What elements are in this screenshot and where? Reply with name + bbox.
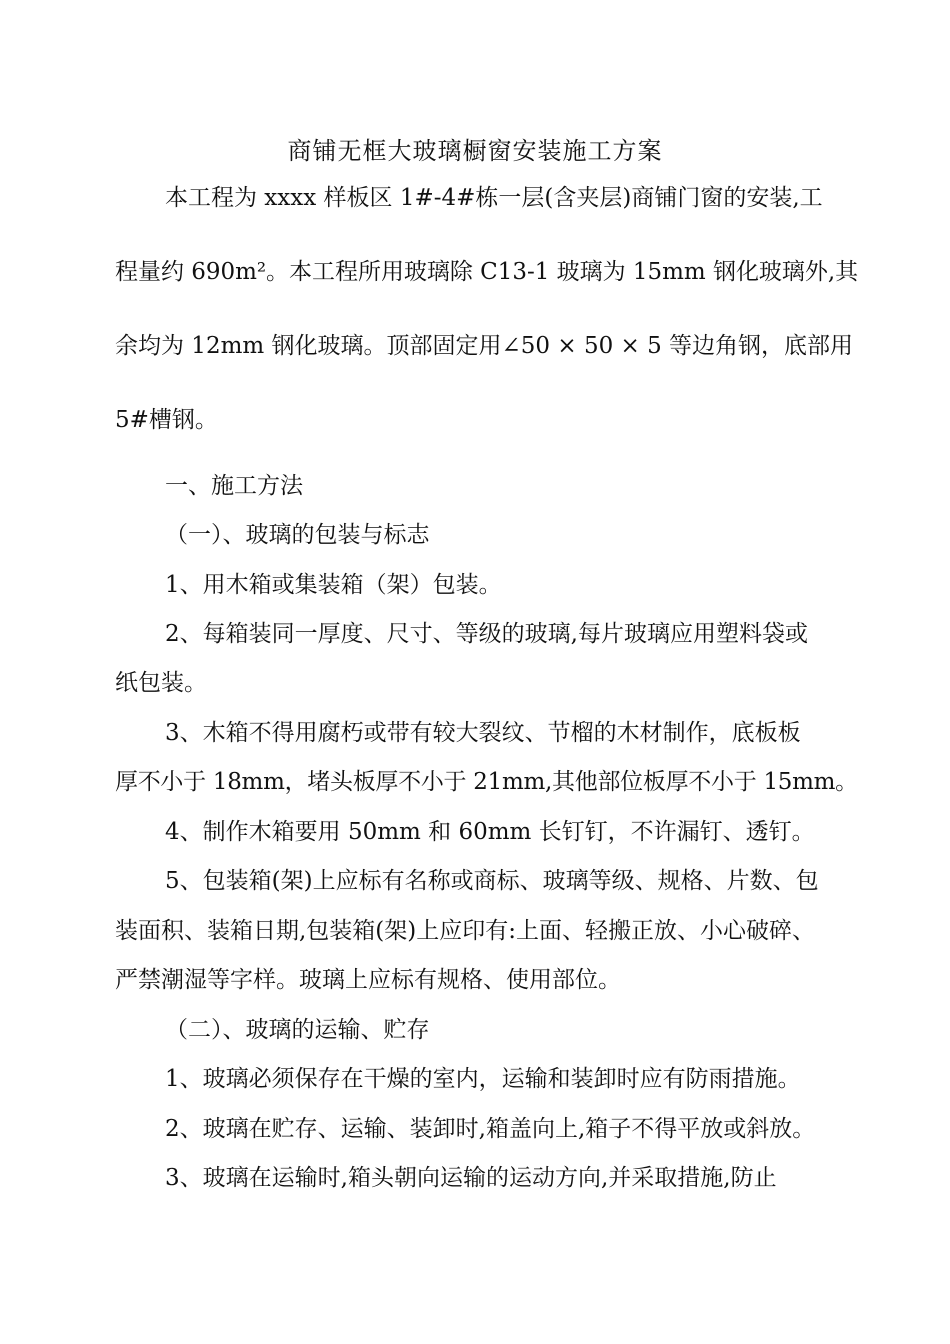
paragraph-line: 本工程为 xxxx 样板区 1#-4#栋一层(含夹层)商铺门窗的安装,工 — [165, 185, 823, 211]
paragraph-line: 厚不小于 18mm，堵头板厚不小于 21mm,其他部位板厚不小于 15mm。 — [115, 769, 858, 795]
paragraph-line: 余均为 12mm 钢化玻璃。顶部固定用∠50 × 50 × 5 等边角钢，底部用 — [115, 333, 854, 359]
paragraph-line: 纸包装。 — [115, 670, 207, 696]
section-heading: 一、施工方法 — [165, 473, 303, 499]
paragraph-line: 5#槽钢。 — [115, 407, 218, 433]
paragraph-line: 1、用木箱或集装箱（架）包装。 — [165, 572, 502, 598]
document-title: 商铺无框大玻璃橱窗安装施工方案 — [287, 137, 663, 165]
paragraph-line: 5、包装箱(架)上应标有名称或商标、玻璃等级、规格、片数、包 — [165, 868, 819, 894]
paragraph-line: 装面积、装箱日期,包装箱(架)上应印有:上面、轻搬正放、小心破碎、 — [115, 918, 816, 944]
paragraph-line: 2、每箱装同一厚度、尺寸、等级的玻璃,每片玻璃应用塑料袋或 — [165, 621, 808, 647]
paragraph-line: 3、玻璃在运输时,箱头朝向运输的运动方向,并采取措施,防止 — [165, 1165, 777, 1191]
paragraph-line: 2、玻璃在贮存、运输、装卸时,箱盖向上,箱子不得平放或斜放。 — [165, 1116, 816, 1142]
paragraph-line: 4、制作木箱要用 50mm 和 60mm 长钉钉，不许漏钉、透钉。 — [165, 819, 815, 845]
subsection-heading: （一）、玻璃的包装与标志 — [165, 522, 430, 548]
paragraph-line: 严禁潮湿等字样。玻璃上应标有规格、使用部位。 — [115, 967, 621, 993]
paragraph-line: 程量约 690m²。本工程所用玻璃除 C13-1 玻璃为 15mm 钢化玻璃外,其 — [115, 259, 859, 285]
paragraph-line: 3、木箱不得用腐朽或带有较大裂纹、节榴的木材制作，底板板 — [165, 720, 801, 746]
paragraph-line: 1、玻璃必须保存在干燥的室内，运输和装卸时应有防雨措施。 — [165, 1066, 801, 1092]
subsection-heading: （二）、玻璃的运输、贮存 — [165, 1017, 430, 1043]
